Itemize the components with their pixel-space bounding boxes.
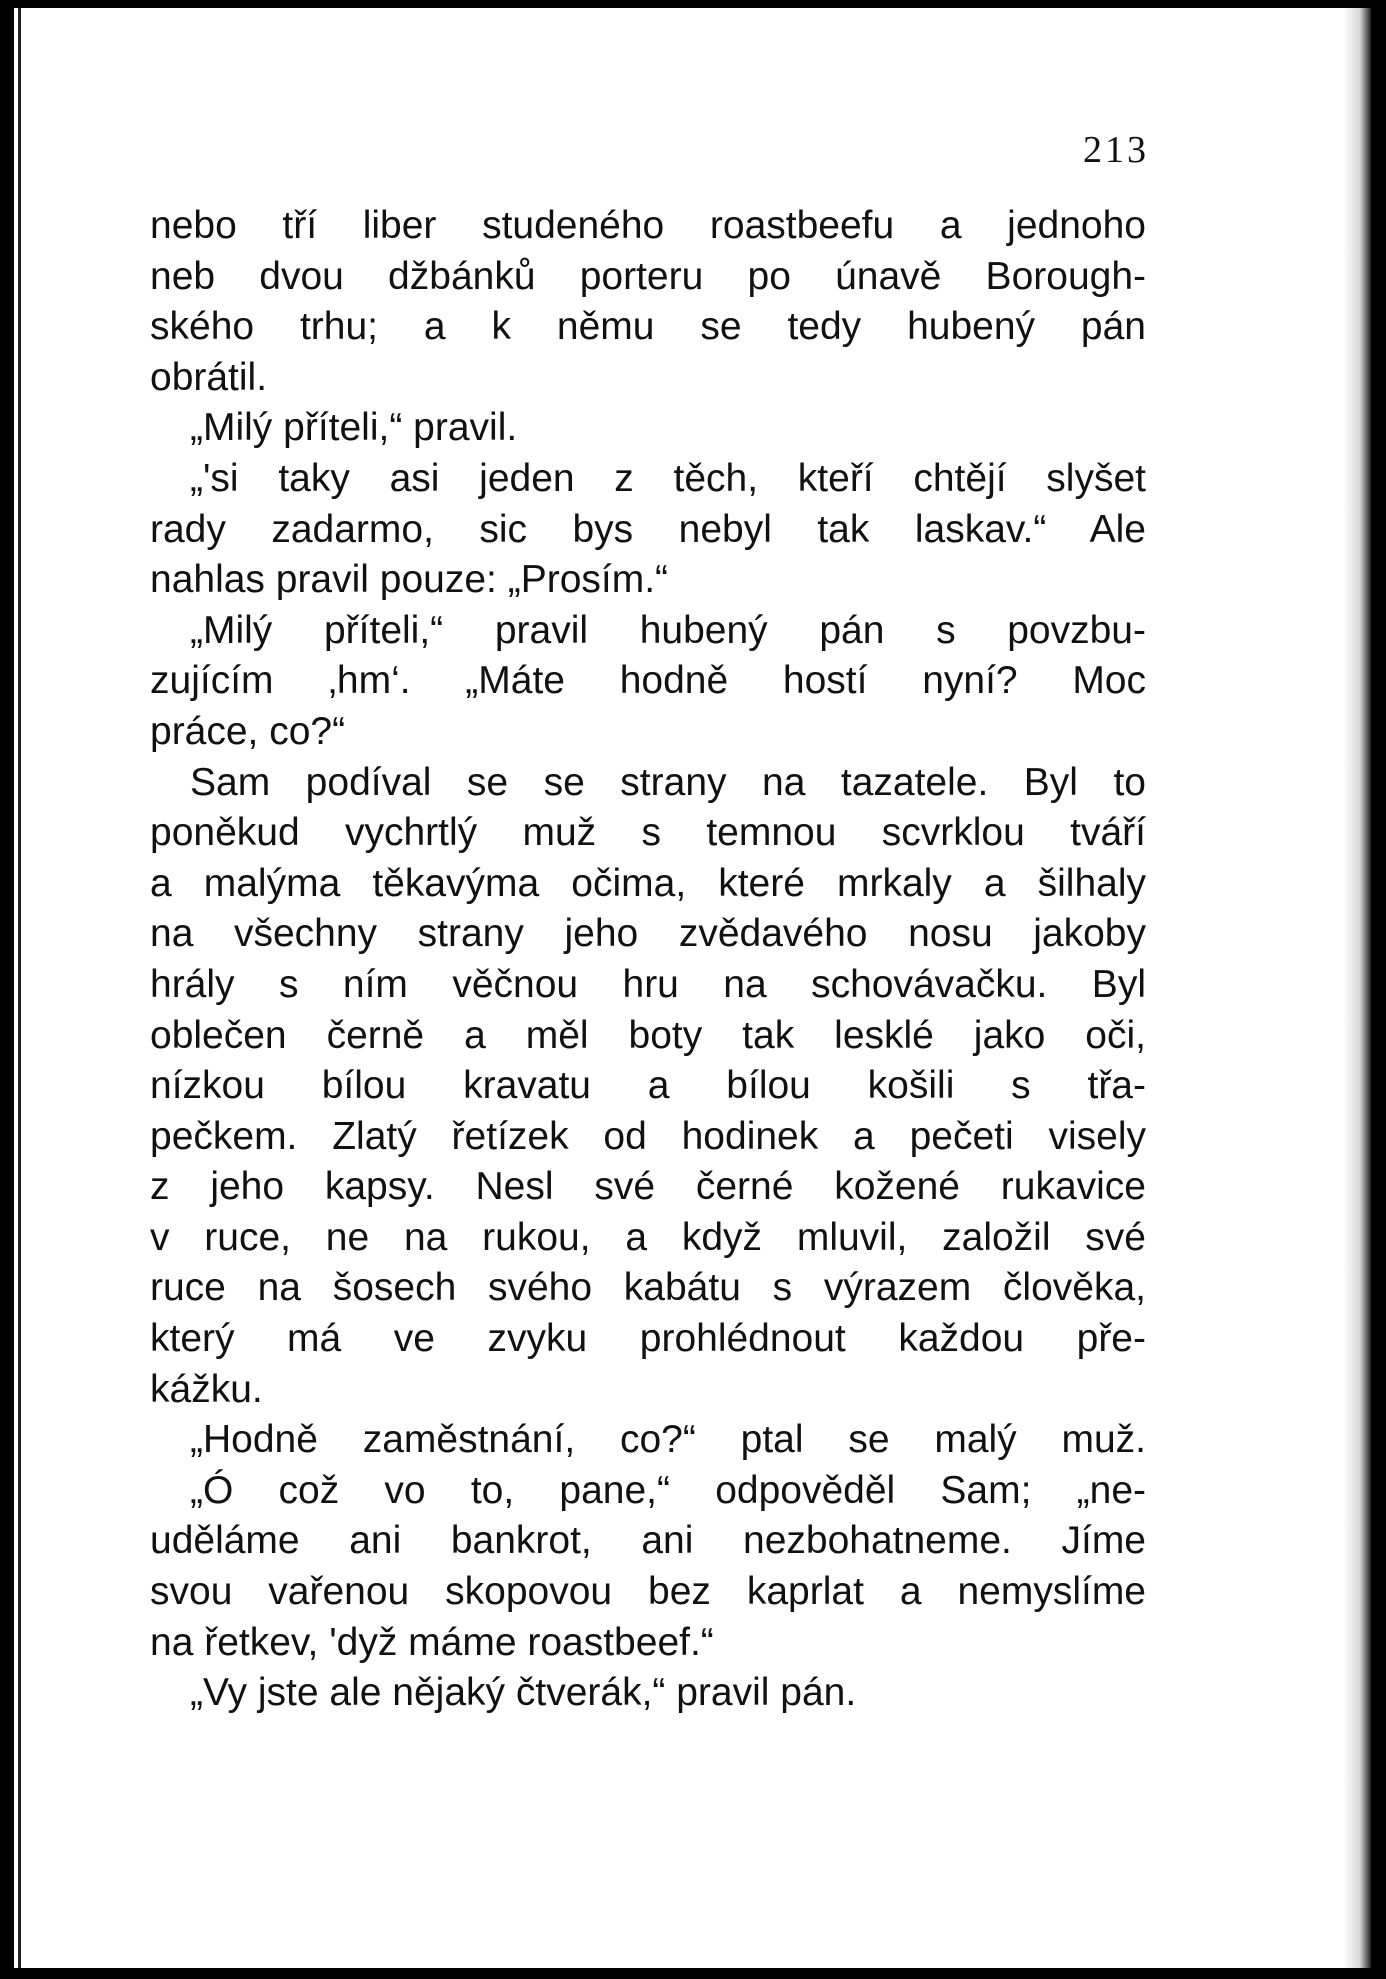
text-line: „Vy jste ale nějaký čtverák,“ pravil pán.: [190, 1671, 857, 1715]
body-text: [150, 201, 1146, 1719]
text-line: kážku.: [150, 1367, 263, 1411]
text-line: v ruce, ne na rukou, a když mluvil, založil své: [150, 1215, 1146, 1259]
text-line: práce, co?“: [150, 709, 346, 753]
book-page: [14, 8, 1371, 1968]
left-margin-rule: [18, 8, 21, 1968]
text-line: nízkou bílou kravatu a bílou košili s třa-: [150, 1064, 1146, 1108]
text-line: ruce na šosech svého kabátu s výrazem člověka,: [150, 1266, 1146, 1310]
text-line: neb dvou džbánků porteru po únavě Borough-: [150, 254, 1146, 298]
text-line: pečkem. Zlatý řetízek od hodinek a pečeti visely: [150, 1114, 1146, 1158]
text-line: svou vařenou skopovou bez kaprlat a nemyslíme: [150, 1570, 1146, 1614]
page-number: 213: [1083, 129, 1149, 171]
text-line: nebo tří liber studeného roastbeefu a jednoho: [150, 204, 1146, 247]
text-line: obrátil.: [150, 355, 268, 399]
text-line: na všechny strany jeho zvědavého nosu jakoby: [150, 912, 1146, 956]
text-line: z jeho kapsy. Nesl své černé kožené rukavice: [150, 1165, 1146, 1209]
text-line: ského trhu; a k němu se tedy hubený pán: [150, 305, 1146, 349]
text-line: „Ó což vo to, pane,“ odpověděl Sam; „ne-: [190, 1468, 1146, 1512]
text-line: „Milý příteli,“ pravil.: [190, 406, 518, 450]
text-line: který má ve zvyku prohlédnout každou pře-: [150, 1317, 1146, 1361]
page-right-edge-shadow: [1343, 8, 1371, 1968]
text-line: rady zadarmo, sic bys nebyl tak laskav.“ Ale: [150, 507, 1146, 551]
text-line: nahlas pravil pouze: „Prosím.“: [150, 558, 669, 602]
text-line: Sam podíval se se strany na tazatele. Byl to: [190, 760, 1146, 804]
text-line: oblečen černě a měl boty tak lesklé jako oči,: [150, 1013, 1146, 1057]
text-line: uděláme ani bankrot, ani nezbohatneme. Jíme: [150, 1519, 1146, 1563]
text-line: hrály s ním věčnou hru na schovávačku. Byl: [150, 962, 1146, 1006]
text-line: poněkud vychrtlý muž s temnou scvrklou tváří: [150, 811, 1146, 855]
text-line: „Milý příteli,“ pravil hubený pán s povzbu-: [190, 608, 1146, 652]
text-line: „Hodně zaměstnání, co?“ ptal se malý muž.: [190, 1418, 1146, 1462]
text-line: a malýma těkavýma očima, které mrkaly a šilhaly: [150, 861, 1146, 905]
text-line: zujícím ‚hm‘. „Máte hodně hostí nyní? Moc: [150, 659, 1146, 703]
text-line: „'si taky asi jeden z těch, kteří chtějí slyšet: [190, 456, 1146, 500]
text-line: na řetkev, 'dyž máme roastbeef.“: [150, 1620, 714, 1664]
